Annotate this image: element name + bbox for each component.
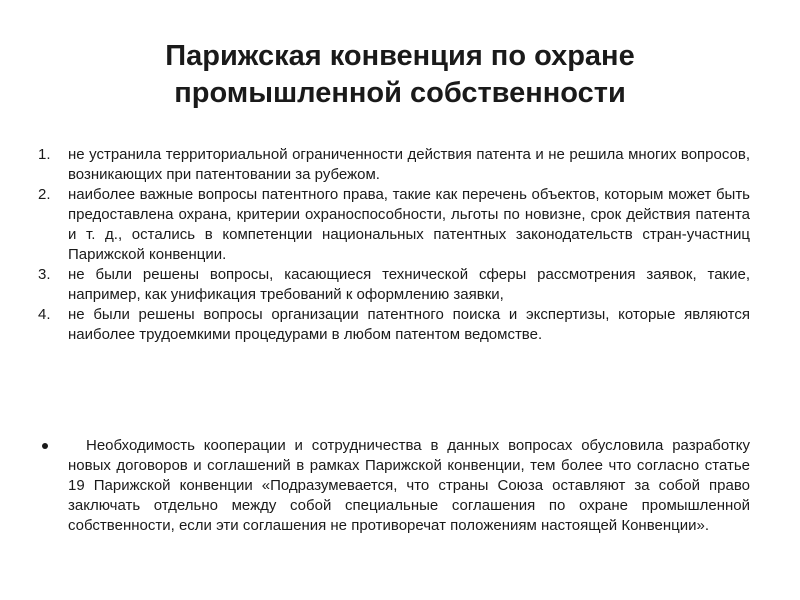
bullet-paragraph xyxy=(0,436,800,536)
list-item xyxy=(0,265,800,305)
list-item-number: 2. xyxy=(38,186,51,203)
numbered-list xyxy=(0,145,800,345)
list-item-number: 3. xyxy=(38,266,51,283)
list-item-number: 4. xyxy=(38,306,51,323)
bullet-paragraph-text: Необходимость кооперации и сотрудничества в данных вопросах обусловила разработку новых договоров и соглашений в рамках Парижской конвенции, тем более что согласно статье 19 Парижской конвенции «Подразумевается, что страны Союза оставляют за собой право заключать отдельно между собой специальные соглашения по охране промышленной собственности, если эти соглашения не противоречат положениям настоящей Конвенции». xyxy=(68,437,750,534)
list-item-text: наиболее важные вопросы патентного права, такие как перечень объектов, которым может быть предоставлена охрана, критерии охраноспособности, льготы по новизне, срок действия патента и т. д., остались в компетенции национальных патентных законодательств стран-участниц Парижской конвенции. xyxy=(68,186,750,263)
bullet-dot-icon xyxy=(42,443,48,449)
list-item-number: 1. xyxy=(38,146,51,163)
list-item xyxy=(0,145,800,185)
list-item-text: не устранила территориальной ограниченности действия патента и не решила многих вопросов, возникающих при патентовании за рубежом. xyxy=(68,146,750,183)
list-item xyxy=(0,305,800,345)
slide-title: Парижская конвенция по охране промышленной собственности xyxy=(165,40,635,109)
list-item-text: не были решены вопросы организации патентного поиска и экспертизы, которые являются наиболее трудоемкими процедурами в любом патентом ведомстве. xyxy=(68,306,750,343)
list-item-text: не были решены вопросы, касающиеся технической сферы рассмотрения заявок, такие, например, как унификация требований к оформлению заявки, xyxy=(68,266,750,303)
list-item xyxy=(0,185,800,265)
